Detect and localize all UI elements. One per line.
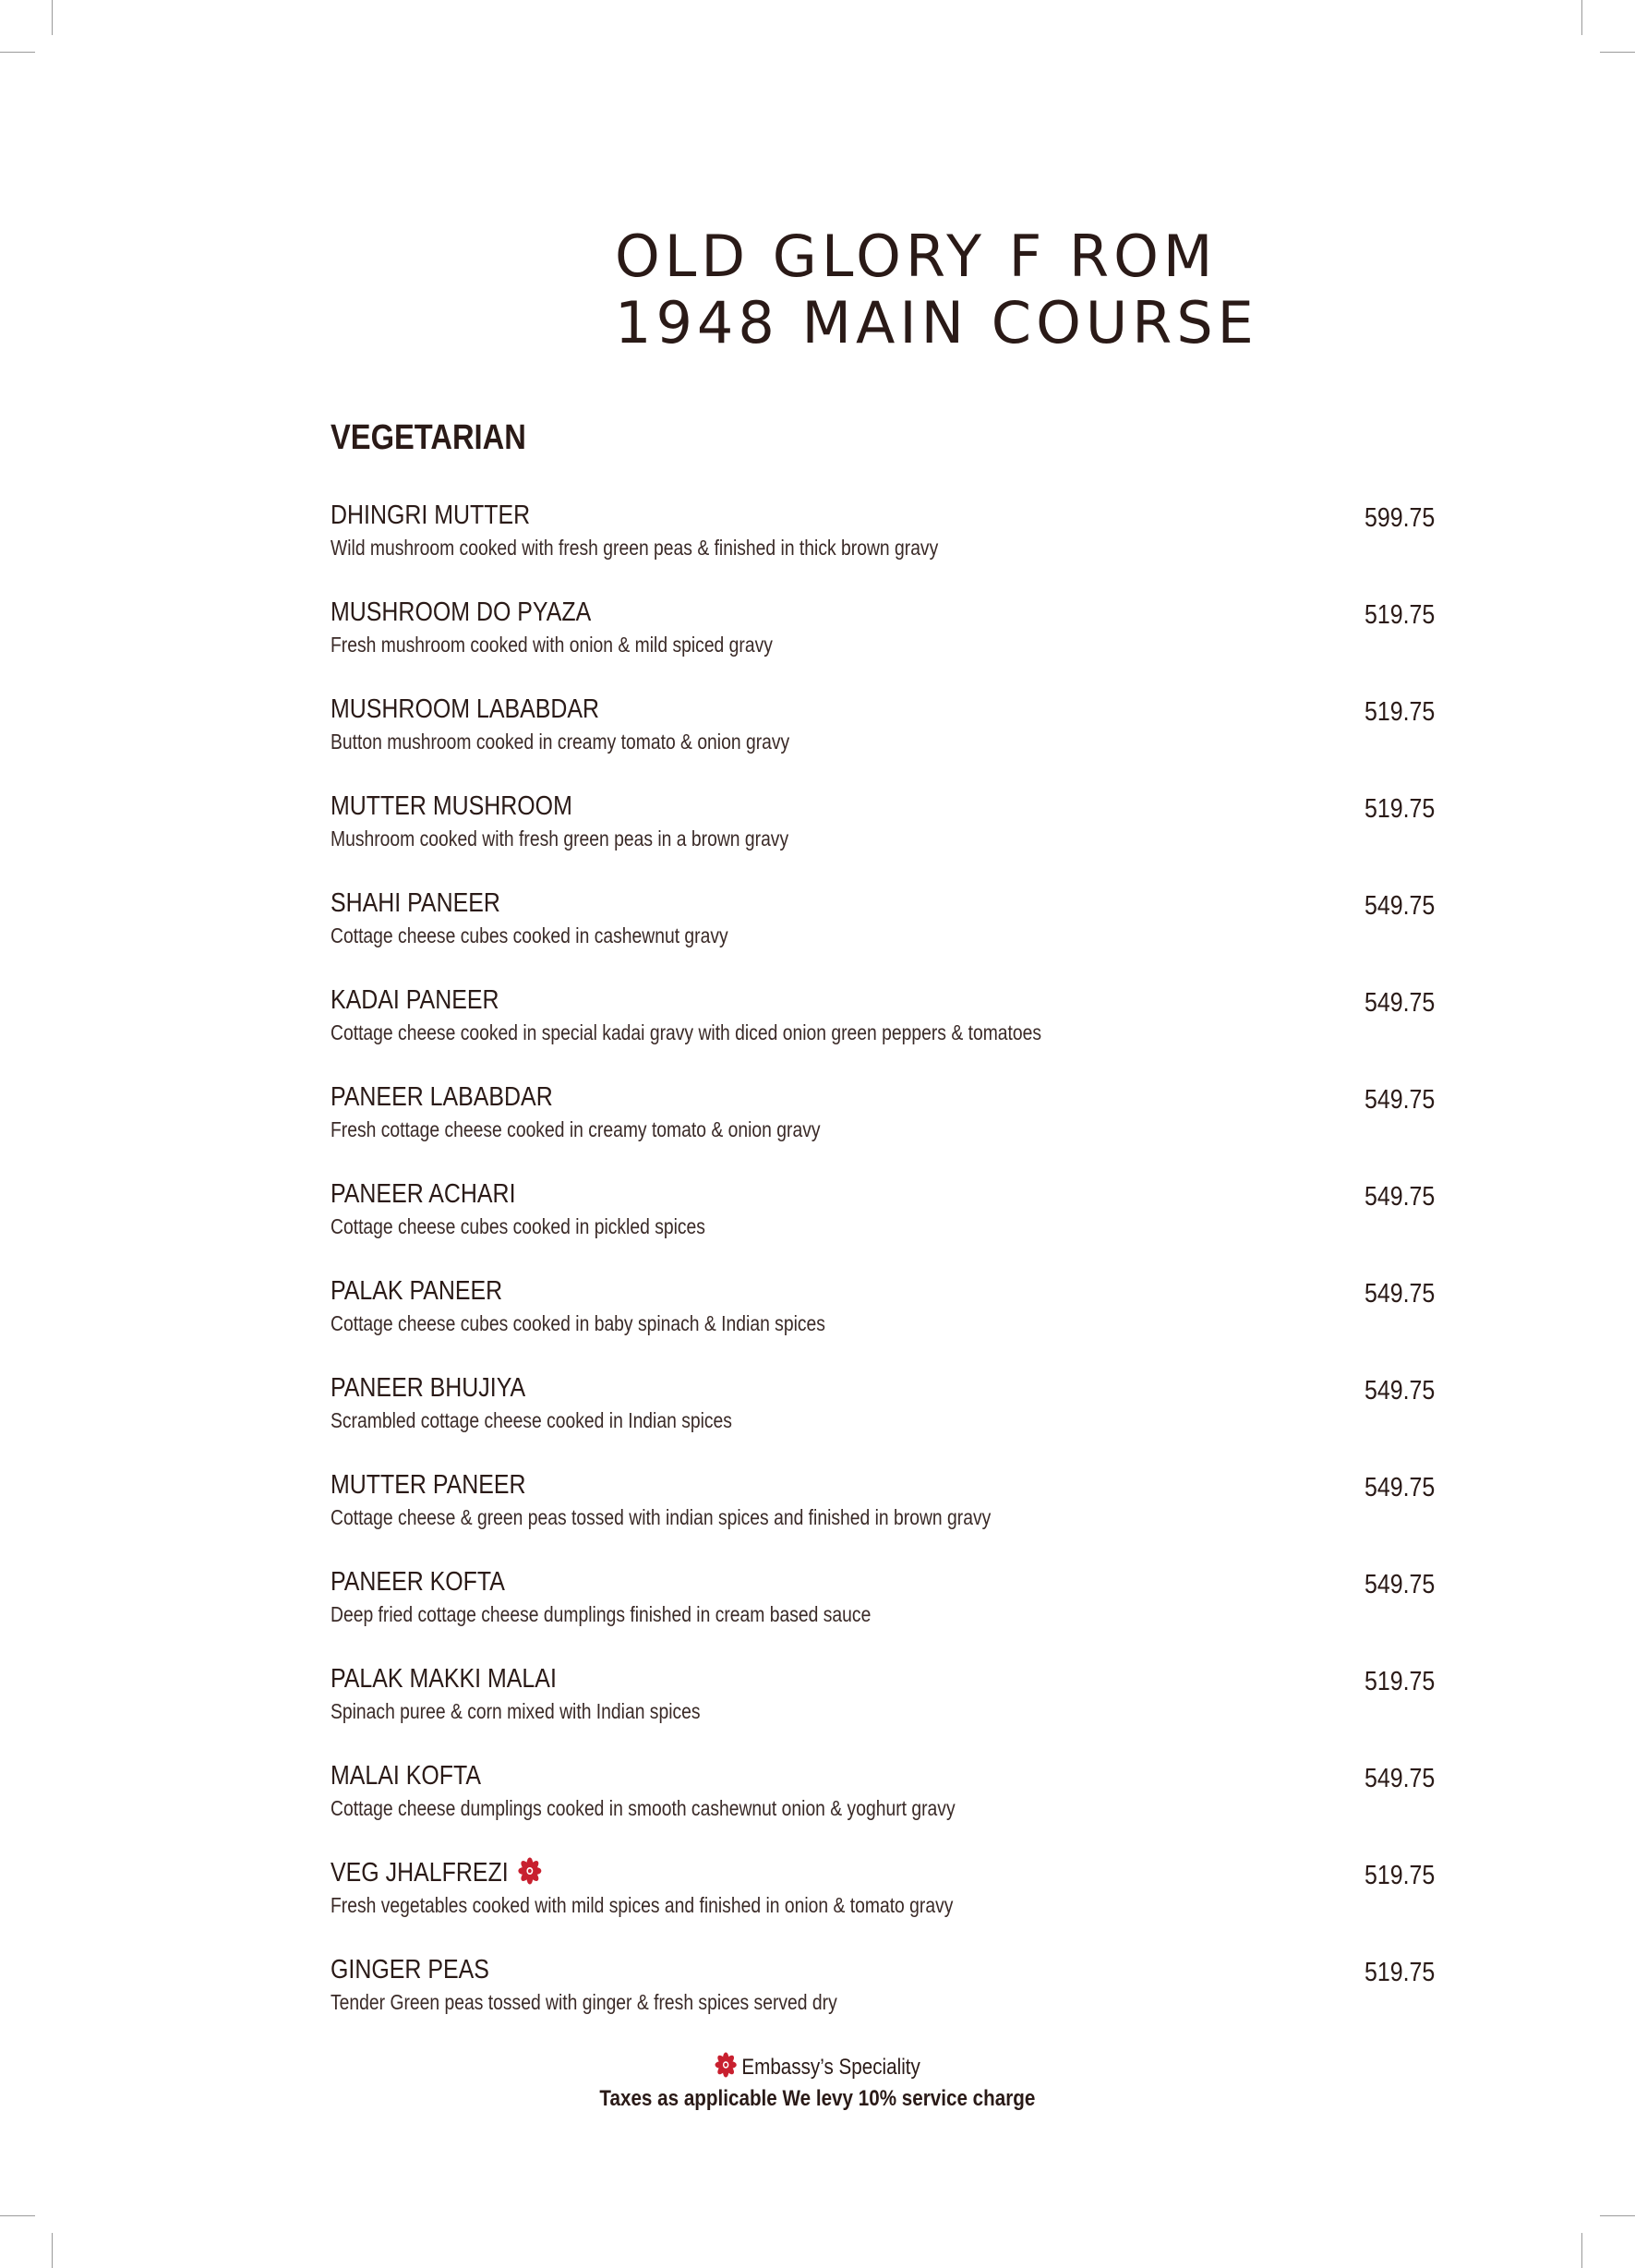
crop-mark-bottom-right-vertical: [1581, 2233, 1582, 2268]
menu-item: [331, 497, 1438, 594]
menu-item-name: [331, 1660, 557, 1697]
menu-item-name: [331, 1951, 489, 1988]
menu-item-name-text: MALAI KOFTA: [331, 1761, 482, 1791]
menu-item-description: Cottage cheese dumplings cooked in smooth cashewnut onion & yoghurt gravy: [331, 1796, 956, 1820]
menu-item-name-text: KADAI PANEER: [331, 985, 499, 1015]
menu-item-description: Button mushroom cooked in creamy tomato & onion gravy: [331, 730, 790, 754]
page-title: [615, 223, 1353, 356]
menu-item-name-text: PALAK PANEER: [331, 1276, 503, 1306]
menu-item-name-text: SHAHI PANEER: [331, 888, 500, 918]
menu-item-description: Cottage cheese cubes cooked in baby spinach & Indian spices: [331, 1311, 825, 1335]
menu-item-price: 519.75: [1365, 1667, 1436, 1696]
menu-item: [331, 885, 1438, 982]
menu-item-name-text: MUSHROOM LABABDAR: [331, 694, 600, 724]
crop-mark-bottom-left-vertical: [52, 2233, 53, 2268]
menu-item: [331, 1369, 1438, 1466]
menu-item: [331, 594, 1438, 691]
menu-item-price: 519.75: [1365, 697, 1436, 727]
menu-item-name: [331, 788, 572, 825]
crop-mark-top-left-vertical: [52, 0, 53, 35]
footer: [0, 2052, 1635, 2115]
menu-item-name: [331, 1854, 542, 1891]
page-title-line-1: OLD GLORY F ROM: [615, 223, 1218, 290]
menu-item-price: 549.75: [1365, 1085, 1436, 1115]
crop-mark-bottom-right-horizontal: [1600, 2215, 1635, 2216]
menu-item-name-text: MUTTER PANEER: [331, 1470, 526, 1500]
menu-item-description: Scrambled cottage cheese cooked in Indian spices: [331, 1408, 732, 1432]
menu-item-price: 599.75: [1365, 503, 1436, 533]
red-flower-icon: [715, 2052, 737, 2078]
menu-item-name: [331, 982, 499, 1019]
menu-item-name-text: MUTTER MUSHROOM: [331, 791, 572, 821]
page-title-line-2: 1948 MAIN COURSE: [615, 289, 1258, 356]
menu-item-name-text: MUSHROOM DO PYAZA: [331, 597, 592, 627]
menu-item-name: [331, 1757, 481, 1794]
menu-item: [331, 1757, 1438, 1854]
crop-mark-top-left-horizontal: [0, 52, 35, 53]
menu-item-list: [331, 497, 1438, 2048]
menu-item-price: 519.75: [1365, 600, 1436, 630]
menu-item-price: 519.75: [1365, 1861, 1436, 1890]
menu-item-name: [331, 594, 591, 631]
menu-item-name: [331, 1176, 516, 1212]
menu-item-name-text: PANEER LABABDAR: [331, 1082, 553, 1112]
menu-item-price: 549.75: [1365, 1764, 1436, 1793]
menu-item-description: Mushroom cooked with fresh green peas in a brown gravy: [331, 826, 789, 850]
taxes-note: [0, 2083, 1635, 2115]
red-flower-icon: [518, 1857, 542, 1885]
menu-item-name: [331, 1466, 526, 1503]
menu-item-description: Wild mushroom cooked with fresh green peas & finished in thick brown gravy: [331, 536, 939, 560]
menu-item-price: 549.75: [1365, 1473, 1436, 1502]
menu-item-description: Spinach puree & corn mixed with Indian spices: [331, 1699, 701, 1723]
menu-item-price: 519.75: [1365, 794, 1436, 824]
menu-item-name-text: GINGER PEAS: [331, 1955, 489, 1984]
menu-item-price: 549.75: [1365, 891, 1436, 921]
menu-item-name-text: DHINGRI MUTTER: [331, 501, 531, 530]
menu-item-name: [331, 691, 599, 728]
menu-item-name: [331, 1563, 505, 1600]
menu-item-price: 549.75: [1365, 1570, 1436, 1599]
menu-item-description: Tender Green peas tossed with ginger & fresh spices served dry: [331, 1990, 837, 2014]
menu-item: [331, 1563, 1438, 1660]
menu-item-name: [331, 1079, 553, 1116]
menu-item-name: [331, 1273, 502, 1309]
menu-item-price: 549.75: [1365, 988, 1436, 1018]
menu-item-name-text: PALAK MAKKI MALAI: [331, 1664, 557, 1694]
menu-item: [331, 1660, 1438, 1757]
menu-item-price: 549.75: [1365, 1279, 1436, 1309]
menu-item-name: [331, 497, 530, 534]
menu-item: [331, 1176, 1438, 1273]
menu-item-name-text: PANEER KOFTA: [331, 1567, 505, 1597]
menu-item-description: Cottage cheese cubes cooked in pickled spices: [331, 1214, 705, 1238]
menu-item-name-text: PANEER ACHARI: [331, 1179, 516, 1209]
menu-item-name-text: VEG JHALFREZI: [331, 1858, 509, 1888]
menu-item-description: Fresh vegetables cooked with mild spices and finished in onion & tomato gravy: [331, 1893, 954, 1917]
menu-item: [331, 1466, 1438, 1563]
menu-item-description: Fresh cottage cheese cooked in creamy tomato & onion gravy: [331, 1117, 821, 1141]
menu-item-description: Cottage cheese cubes cooked in cashewnut gravy: [331, 923, 728, 947]
speciality-legend: [0, 2052, 1635, 2083]
menu-item-name: [331, 885, 500, 922]
menu-item-description: Deep fried cottage cheese dumplings finished in cream based sauce: [331, 1602, 872, 1626]
menu-item: [331, 1951, 1438, 2048]
section-heading-vegetarian: VEGETARIAN: [331, 418, 526, 457]
menu-item-price: 549.75: [1365, 1376, 1436, 1405]
menu-item-description: Cottage cheese cooked in special kadai gravy with diced onion green peppers & tomatoes: [331, 1020, 1042, 1044]
menu-item-name: [331, 1369, 525, 1406]
menu-item-description: Fresh mushroom cooked with onion & mild spiced gravy: [331, 633, 773, 657]
menu-item-name-text: PANEER BHUJIYA: [331, 1373, 526, 1403]
menu-item-description: Cottage cheese & green peas tossed with indian spices and finished in brown gravy: [331, 1505, 992, 1529]
menu-item: [331, 1854, 1438, 1951]
menu-item: [331, 788, 1438, 885]
menu-item-price: 519.75: [1365, 1958, 1436, 1987]
menu-item: [331, 1273, 1438, 1369]
crop-mark-top-right-vertical: [1581, 0, 1582, 35]
menu-item-price: 549.75: [1365, 1182, 1436, 1212]
menu-item: [331, 1079, 1438, 1176]
crop-mark-top-right-horizontal: [1600, 52, 1635, 53]
taxes-note-text: Taxes as applicable We levy 10% service charge: [599, 2086, 1036, 2111]
speciality-legend-inner: [715, 2052, 920, 2083]
menu-item: [331, 691, 1438, 788]
speciality-legend-label: Embassy’s Speciality: [741, 2055, 920, 2080]
menu-item: [331, 982, 1438, 1079]
crop-mark-bottom-left-horizontal: [0, 2215, 35, 2216]
